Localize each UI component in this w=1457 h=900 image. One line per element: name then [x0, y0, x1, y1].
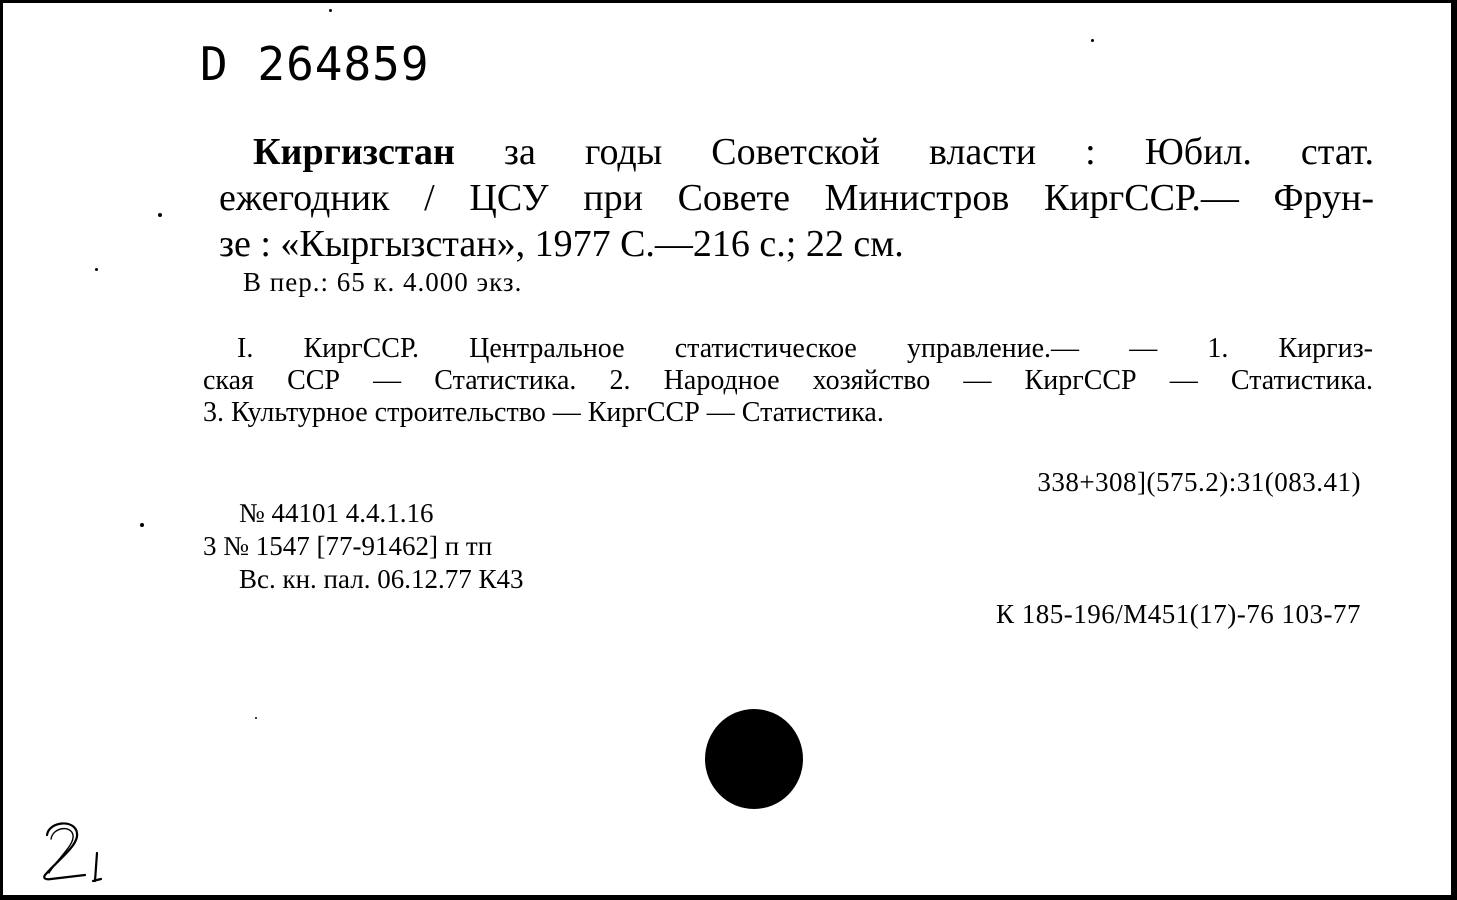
title-heading: Киргизстан: [253, 131, 455, 173]
subject-line-1: I. КиргССР. Центральное статистическое управление.— — 1. Киргиз-: [237, 333, 1373, 364]
pub-line-3: Вс. кн. пал. 06.12.77 К43: [239, 564, 524, 594]
publication-info: [203, 497, 523, 596]
bibliographic-description: [219, 129, 1374, 267]
handwritten-number-mark: [35, 815, 115, 885]
speck: [158, 213, 162, 217]
subject-headings: [203, 333, 1373, 429]
classification-mark: К 185-196/М451(17)-76 103-77: [996, 599, 1361, 629]
speck: [95, 268, 98, 271]
speck: [255, 717, 257, 719]
title-line-2: ежегодник / ЦСУ при Совете Министров КиргССР.— Фрун-: [219, 177, 1374, 219]
udc-code: 338+308](575.2):31(083.41): [1037, 467, 1361, 497]
price-and-print-run: В пер.: 65 к. 4.000 экз.: [243, 267, 523, 297]
speck: [1091, 39, 1094, 42]
title-line-1: [219, 129, 1374, 175]
title-continuation: за годы Советской власти : Юбил. стат.: [454, 131, 1374, 173]
subject-line-2: ская ССР — Статистика. 2. Народное хозяйство — КиргССР — Статистика.: [203, 365, 1373, 396]
title-line-3: зе : «Кыргызстан», 1977 С.—216 с.; 22 см.: [219, 223, 904, 265]
subject-line-3: 3. Культурное строительство — КиргССР — Статистика.: [203, 397, 884, 428]
speck: [329, 9, 332, 12]
pub-line-2: 3 № 1547 [77-91462] п тп: [203, 531, 493, 561]
pub-line-1: № 44101 4.4.1.16: [239, 498, 434, 528]
punch-hole: [705, 709, 803, 809]
call-number: D 264859: [200, 37, 430, 91]
speck: [140, 523, 144, 527]
